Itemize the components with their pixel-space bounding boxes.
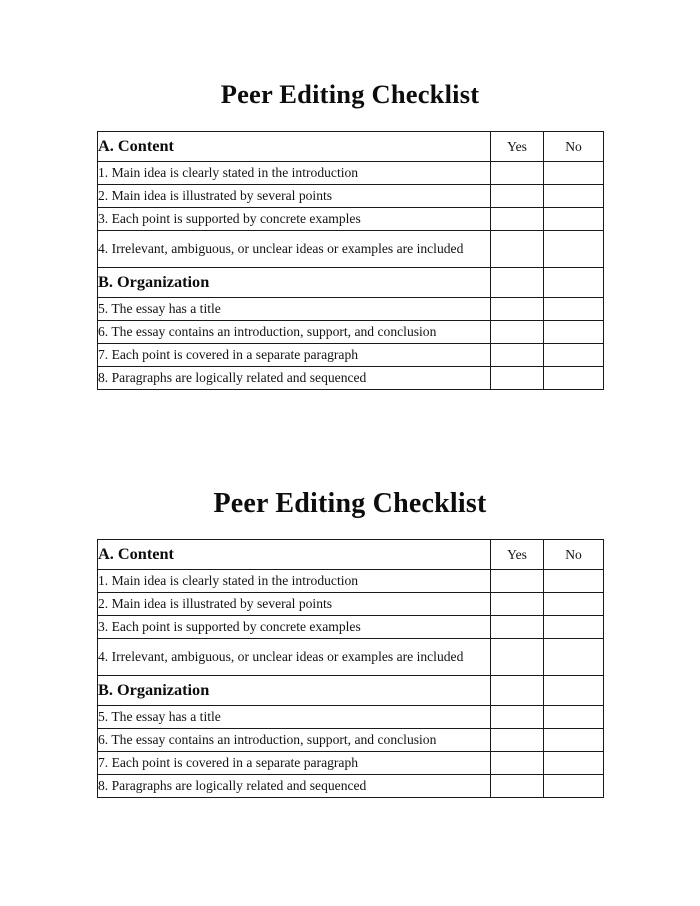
checklist-item-1: 1. Main idea is clearly stated in the introduction [98, 162, 491, 185]
no-checkbox-cell-5[interactable] [544, 706, 604, 729]
section-heading-b: B. Organization [98, 676, 491, 706]
checklist-item-4: 4. Irrelevant, ambiguous, or unclear ideas or examples are included [98, 231, 491, 268]
checklist-table-1 [97, 131, 604, 390]
yes-checkbox-cell-1[interactable] [491, 570, 544, 593]
table-row [98, 208, 604, 231]
no-checkbox-cell-7[interactable] [544, 344, 604, 367]
yes-checkbox-cell-2[interactable] [491, 593, 544, 616]
table-row [98, 639, 604, 676]
column-header-no: No [544, 540, 604, 570]
table-row [98, 775, 604, 798]
yes-checkbox-cell-2[interactable] [491, 185, 544, 208]
no-checkbox-cell-4[interactable] [544, 231, 604, 268]
table-row [98, 185, 604, 208]
yes-checkbox-cell-1[interactable] [491, 162, 544, 185]
page-title: Peer Editing Checklist [220, 79, 480, 109]
column-header-yes: Yes [491, 132, 544, 162]
checklist-item-2: 2. Main idea is illustrated by several points [98, 185, 491, 208]
checklist-table-2 [97, 539, 604, 798]
section-heading-a: A. Content [98, 132, 491, 162]
table-row [98, 367, 604, 390]
column-header-no: No [544, 132, 604, 162]
yes-checkbox-cell-6[interactable] [491, 321, 544, 344]
table-row-section-a [98, 132, 604, 162]
table-row [98, 344, 604, 367]
checklist-block-2 [97, 486, 603, 798]
table-row-section-a [98, 540, 604, 570]
no-checkbox-cell-1[interactable] [544, 570, 604, 593]
checklist-item-6: 6. The essay contains an introduction, support, and conclusion [98, 729, 491, 752]
no-checkbox-cell-3[interactable] [544, 616, 604, 639]
table-row [98, 231, 604, 268]
checklist-item-3: 3. Each point is supported by concrete examples [98, 208, 491, 231]
page-title-copy: Peer Editing Checklist [213, 488, 487, 519]
yes-checkbox-cell-5[interactable] [491, 298, 544, 321]
no-checkbox-cell-6[interactable] [544, 729, 604, 752]
section-b-yes-cell[interactable] [491, 676, 544, 706]
table-row [98, 752, 604, 775]
yes-checkbox-cell-6[interactable] [491, 729, 544, 752]
table-row [98, 570, 604, 593]
no-checkbox-cell-8[interactable] [544, 775, 604, 798]
table-row [98, 593, 604, 616]
yes-checkbox-cell-4[interactable] [491, 231, 544, 268]
yes-checkbox-cell-3[interactable] [491, 616, 544, 639]
no-checkbox-cell-7[interactable] [544, 752, 604, 775]
section-b-no-cell[interactable] [544, 268, 604, 298]
table-row [98, 616, 604, 639]
table-row [98, 298, 604, 321]
checklist-item-6: 6. The essay contains an introduction, support, and conclusion [98, 321, 491, 344]
no-checkbox-cell-8[interactable] [544, 367, 604, 390]
column-header-yes: Yes [491, 540, 544, 570]
table-row-section-b [98, 676, 604, 706]
checklist-item-5: 5. The essay has a title [98, 298, 491, 321]
yes-checkbox-cell-8[interactable] [491, 367, 544, 390]
checklist-item-3: 3. Each point is supported by concrete examples [98, 616, 491, 639]
yes-checkbox-cell-7[interactable] [491, 344, 544, 367]
yes-checkbox-cell-5[interactable] [491, 706, 544, 729]
yes-checkbox-cell-3[interactable] [491, 208, 544, 231]
checklist-item-7: 7. Each point is covered in a separate paragraph [98, 752, 491, 775]
section-b-no-cell[interactable] [544, 676, 604, 706]
checklist-block-1 [97, 78, 603, 390]
no-checkbox-cell-3[interactable] [544, 208, 604, 231]
table-row [98, 321, 604, 344]
table-row [98, 706, 604, 729]
checklist-item-2: 2. Main idea is illustrated by several points [98, 593, 491, 616]
no-checkbox-cell-4[interactable] [544, 639, 604, 676]
checklist-item-1: 1. Main idea is clearly stated in the introduction [98, 570, 491, 593]
section-b-yes-cell[interactable] [491, 268, 544, 298]
no-checkbox-cell-1[interactable] [544, 162, 604, 185]
yes-checkbox-cell-8[interactable] [491, 775, 544, 798]
section-heading-a: A. Content [98, 540, 491, 570]
table-row [98, 162, 604, 185]
checklist-item-7: 7. Each point is covered in a separate paragraph [98, 344, 491, 367]
checklist-item-8: 8. Paragraphs are logically related and sequenced [98, 367, 491, 390]
no-checkbox-cell-6[interactable] [544, 321, 604, 344]
no-checkbox-cell-2[interactable] [544, 185, 604, 208]
no-checkbox-cell-5[interactable] [544, 298, 604, 321]
checklist-item-8: 8. Paragraphs are logically related and sequenced [98, 775, 491, 798]
yes-checkbox-cell-4[interactable] [491, 639, 544, 676]
no-checkbox-cell-2[interactable] [544, 593, 604, 616]
section-heading-b: B. Organization [98, 268, 491, 298]
yes-checkbox-cell-7[interactable] [491, 752, 544, 775]
checklist-item-4: 4. Irrelevant, ambiguous, or unclear ideas or examples are included [98, 639, 491, 676]
table-row [98, 729, 604, 752]
checklist-item-5: 5. The essay has a title [98, 706, 491, 729]
table-row-section-b [98, 268, 604, 298]
